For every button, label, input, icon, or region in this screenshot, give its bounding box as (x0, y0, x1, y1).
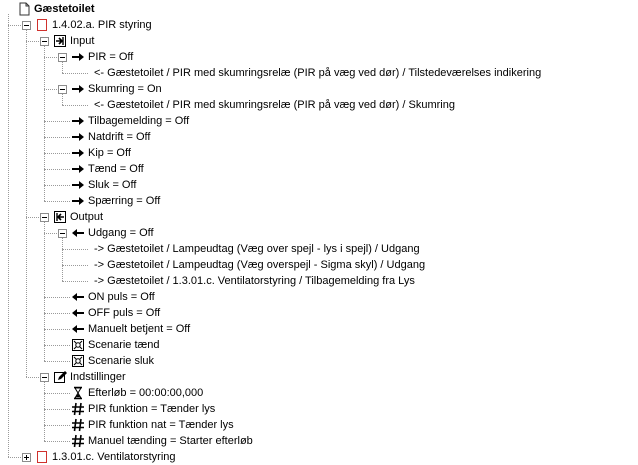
collapse-icon[interactable] (40, 373, 49, 382)
tree-node-ventilatorstyring[interactable] (0, 449, 638, 465)
tree-node-label: Sluk = Off (88, 179, 137, 191)
tree-node-tilbagemelding[interactable] (0, 113, 638, 129)
arrow-right-icon (71, 82, 85, 96)
collapse-icon[interactable] (58, 53, 67, 62)
tree-node-label: Kip = Off (88, 147, 131, 159)
tree-node-label: 1.3.01.c. Ventilatorstyring (52, 451, 176, 463)
tree-node-label: Output (70, 211, 104, 223)
tree-node-pir[interactable] (0, 49, 638, 65)
settings-edit-icon (53, 370, 67, 384)
tree-node-label: Tilbagemelding = Off (88, 115, 190, 127)
tree-node-efterloeb[interactable] (0, 385, 638, 401)
tree-node-label: Tænd = Off (88, 163, 144, 175)
arrow-right-icon (71, 130, 85, 144)
tree-node-label: PIR = Off (88, 51, 134, 63)
arrow-left-icon (71, 226, 85, 240)
tree-node-spaerring[interactable] (0, 193, 638, 209)
tree-node-label: Scenarie tænd (88, 339, 160, 351)
tree-node-label: Manuelt betjent = Off (88, 323, 191, 335)
tree-node-output[interactable] (0, 209, 638, 225)
tree-node-label: PIR funktion = Tænder lys (88, 403, 216, 415)
tree-node-label: Skumring = On (88, 83, 162, 95)
arrow-right-icon (71, 194, 85, 208)
arrow-right-icon (71, 178, 85, 192)
arrow-left-icon (71, 290, 85, 304)
expand-icon[interactable] (22, 453, 31, 462)
tree-node-label: Manuel tænding = Starter efterløb (88, 435, 253, 447)
tree-node-label: Scenarie sluk (88, 355, 155, 367)
tree-node-manuel-taending[interactable] (0, 433, 638, 449)
tree-node-scenarie-taend[interactable] (0, 337, 638, 353)
tree-node-label: Spærring = Off (88, 195, 161, 207)
collapse-icon[interactable] (58, 229, 67, 238)
hash-icon (71, 434, 85, 448)
tree-node-label: Input (70, 35, 95, 47)
tree-node-label: -> Gæstetoilet / 1.3.01.c. Ventilatorstyring / Tilbagemelding fra Lys (94, 275, 415, 287)
tree-link-udgang-1[interactable] (0, 241, 638, 257)
output-icon (53, 210, 67, 224)
tree-node-label: -> Gæstetoilet / Lampeudtag (Væg over spejl - lys i spejl) / Udgang (94, 243, 420, 255)
hash-icon (71, 402, 85, 416)
tree-node-label: Natdrift = Off (88, 131, 151, 143)
tree-node-natdrift[interactable] (0, 129, 638, 145)
arrow-right-icon (71, 114, 85, 128)
tree-node-label: <- Gæstetoilet / PIR med skumringsrelæ (PIR på væg ved dør) / Skumring (94, 99, 455, 111)
arrow-right-icon (71, 162, 85, 176)
hourglass-icon (71, 386, 85, 400)
tree-node-label: Gæstetoilet (34, 3, 95, 15)
arrow-left-icon (71, 306, 85, 320)
tree-node-taend[interactable] (0, 161, 638, 177)
tree-node-label: -> Gæstetoilet / Lampeudtag (Væg overspejl - Sigma skyl) / Udgang (94, 259, 426, 271)
collapse-icon[interactable] (40, 213, 49, 222)
tree-node-kip[interactable] (0, 145, 638, 161)
tree-node-sluk[interactable] (0, 177, 638, 193)
collapse-icon[interactable] (40, 37, 49, 46)
arrow-right-icon (71, 146, 85, 160)
scene-icon (71, 338, 85, 352)
tree-node-label: Udgang = Off (88, 227, 154, 239)
arrow-left-icon (71, 322, 85, 336)
red-square-icon (35, 18, 49, 32)
tree-node-manuelt-betjent[interactable] (0, 321, 638, 337)
tree-node-label: PIR funktion nat = Tænder lys (88, 419, 234, 431)
scene-icon (71, 354, 85, 368)
tree-link-udgang-2[interactable] (0, 257, 638, 273)
document-icon (17, 2, 31, 16)
tree-link-pir[interactable] (0, 65, 638, 81)
collapse-icon[interactable] (58, 85, 67, 94)
input-icon (53, 34, 67, 48)
tree-node-udgang[interactable] (0, 225, 638, 241)
arrow-right-icon (71, 50, 85, 64)
tree-node-label: ON puls = Off (88, 291, 155, 303)
collapse-icon[interactable] (22, 21, 31, 30)
tree-node-indstillinger[interactable] (0, 369, 638, 385)
tree-node-pir-funktion-nat[interactable] (0, 417, 638, 433)
tree-node-label: OFF puls = Off (88, 307, 161, 319)
tree-node-label: Indstillinger (70, 371, 126, 383)
tree-node-scenarie-sluk[interactable] (0, 353, 638, 369)
tree-node-input[interactable] (0, 33, 638, 49)
tree-node-label: 1.4.02.a. PIR styring (52, 19, 152, 31)
tree-node-off-puls[interactable] (0, 305, 638, 321)
tree-link-udgang-3[interactable] (0, 273, 638, 289)
tree-node-skumring[interactable] (0, 81, 638, 97)
tree-link-skumring[interactable] (0, 97, 638, 113)
tree-node-pir-styring[interactable] (0, 17, 638, 33)
hash-icon (71, 418, 85, 432)
tree-node-on-puls[interactable] (0, 289, 638, 305)
tree-node-label: Efterløb = 00:00:00,000 (88, 387, 204, 399)
tree-node-gaestetoilet[interactable] (0, 1, 638, 17)
red-square-icon (35, 450, 49, 464)
tree-node-label: <- Gæstetoilet / PIR med skumringsrelæ (PIR på væg ved dør) / Tilstedeværelses indikering (94, 67, 542, 79)
tree-node-pir-funktion[interactable] (0, 401, 638, 417)
